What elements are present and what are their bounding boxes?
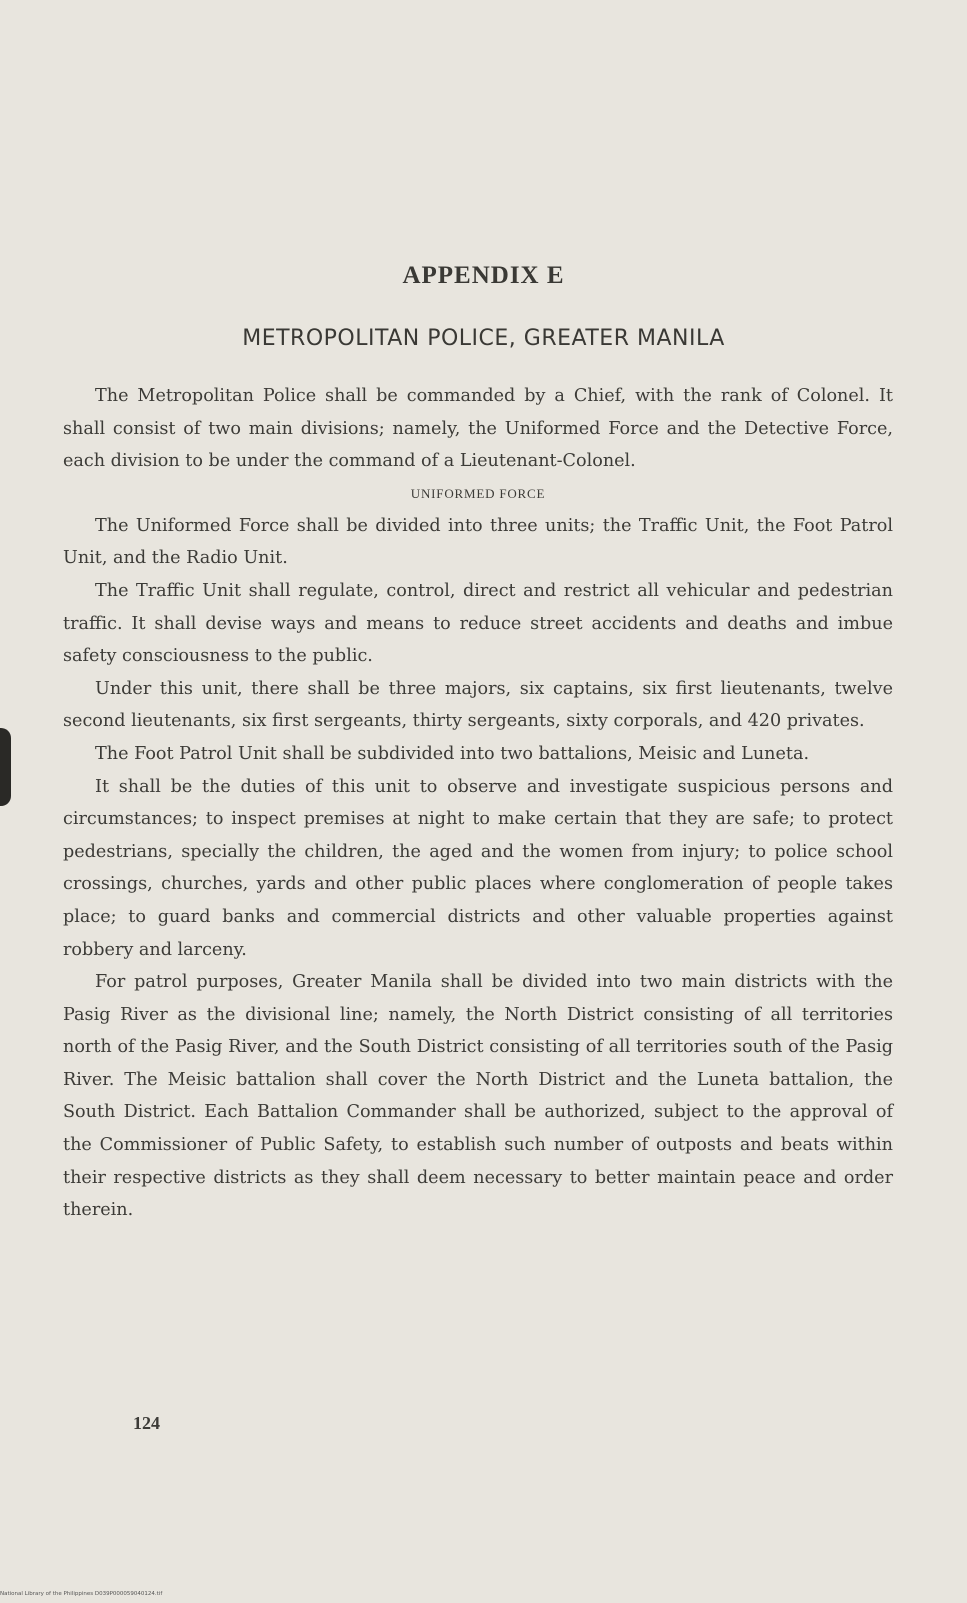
appendix-title: APPENDIX E xyxy=(402,262,565,289)
paragraph: The Foot Patrol Unit shall be subdivided into two battalions, Meisic and Luneta. xyxy=(95,743,810,764)
subheading-uniformed-force: UNIFORMED FORCE xyxy=(410,485,546,501)
paragraph: Under this unit, there shall be three majors, six captains, six first lieutenants, twelve second lieutenants, six first sergeants, thirty sergeants, sixty corporals, and 420 privates. xyxy=(63,678,893,732)
paragraph-intro: The Metropolitan Police shall be commanded by a Chief, with the rank of Colonel. It shall consist of two main divisions; namely, the Uniformed Force and the Detective Force, each division to be under the command of a Lieutenant-Colonel. xyxy=(63,386,893,472)
paragraph: The Traffic Unit shall regulate, control, direct and restrict all vehicular and pedestrian traffic. It shall devise ways and means to reduce street accidents and deaths and imbue safety consciousness to the public. xyxy=(63,580,893,667)
footer-credit: National Library of the Philippines D039P000059040124.tif xyxy=(0,1591,163,1597)
paragraph: For patrol purposes, Greater Manila shall be divided into two main districts with the Pasig River as the divisional line; namely, the North District consisting of all territories north of the Pasig River, and the South District consisting of all territories south of the Pasig River. The Meisic battalion shall cover the North District and the Luneta battalion, the South District. Each Battalion Commander shall be authorized, subject to the approval of the Commissioner of Public Safety, to establish such number of outposts and beats within their respective districts as they shall deem necessary to better maintain peace and order therein. xyxy=(63,972,893,1221)
document-body xyxy=(63,380,893,1227)
paragraph: It shall be the duties of this unit to observe and investigate suspicious persons and circumstances; to inspect premises at night to make certain that they are safe; to protect pedestrians, specially the children, the aged and the women from injury; to police school crossings, churches, yards and other public places where conglomeration of people takes place; to guard banks and commercial districts and other valuable properties against robbery and larceny. xyxy=(63,776,893,960)
page-number: 124 xyxy=(133,1413,160,1433)
page-edge-shadow xyxy=(0,728,11,806)
section-title: METROPOLITAN POLICE, GREATER MANILA xyxy=(242,326,725,351)
paragraph: The Uniformed Force shall be divided into three units; the Traffic Unit, the Foot Patrol Unit, and the Radio Unit. xyxy=(63,515,893,569)
